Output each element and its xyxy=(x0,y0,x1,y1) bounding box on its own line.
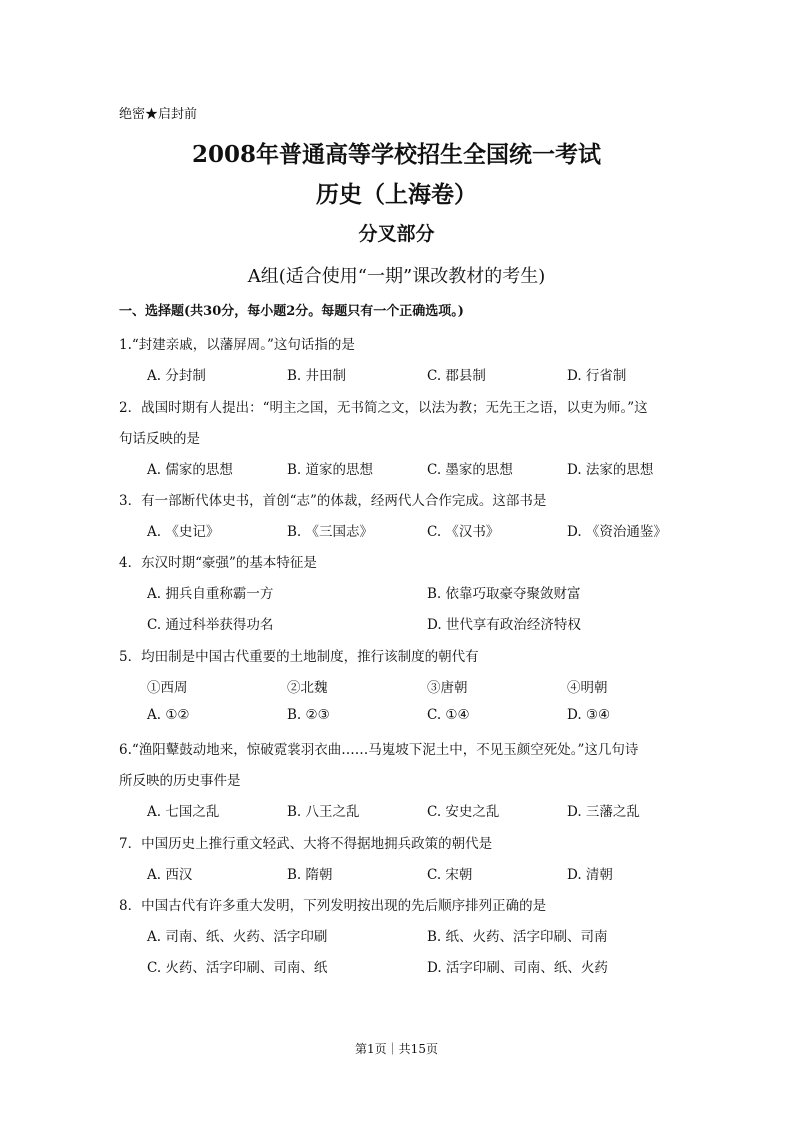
q3-option-c: C. 《汉书》 xyxy=(427,524,500,540)
q2-option-d: D. 法家的思想 xyxy=(567,462,654,478)
q4-option-a: A. 拥兵自重称霸一方 xyxy=(147,586,274,602)
q6-option-d: D. 三藩之乱 xyxy=(567,804,640,820)
q4-option-c: C. 通过科举获得功名 xyxy=(147,617,274,633)
q7-option-c: C. 宋朝 xyxy=(427,867,473,883)
secret-label: 绝密★启封前 xyxy=(119,107,198,122)
q1-option-a: A. 分封制 xyxy=(147,368,206,384)
section-heading: 一、选择题(共30分，每小题2分。每题只有一个正确选项。) xyxy=(119,304,464,319)
q5-option-d: D. ③④ xyxy=(567,707,611,723)
exam-title: 2008年普通高等学校招生全国统一考试 xyxy=(191,141,601,168)
q8-option-b: B. 纸、火药、活字印刷、司南 xyxy=(427,929,608,945)
exam-group: A组(适合使用“一期”课改教材的考生) xyxy=(247,266,546,287)
q3-option-a: A. 《史记》 xyxy=(147,524,220,540)
q5-item-3: ③唐朝 xyxy=(427,680,468,696)
q5-item-2: ②北魏 xyxy=(287,680,328,696)
question-5-stem: 5．均田制是中国古代重要的土地制度，推行该制度的朝代有 xyxy=(119,649,479,665)
q3-option-d: D. 《资治通鉴》 xyxy=(567,524,667,540)
q2-option-a: A. 儒家的思想 xyxy=(147,462,233,478)
question-2-stem-line1: 2．战国时期有人提出：“明主之国，无书简之文，以法为教；无先王之语，以吏为师。”这 xyxy=(119,400,648,416)
q4-option-b: B. 依靠巧取豪夺聚敛财富 xyxy=(427,586,581,602)
question-1-stem: 1.“封建亲戚，以藩屏周。”这句话指的是 xyxy=(119,337,355,353)
q8-option-a: A. 司南、纸、火药、活字印刷 xyxy=(147,929,328,945)
q1-option-b: B. 井田制 xyxy=(287,368,347,384)
question-2-stem-line2: 句话反映的是 xyxy=(119,431,200,447)
q1-option-d: D. 行省制 xyxy=(567,368,627,384)
q5-option-c: C. ①④ xyxy=(427,707,470,723)
q2-option-c: C. 墨家的思想 xyxy=(427,462,513,478)
q6-option-b: B. 八王之乱 xyxy=(287,804,360,820)
q4-option-d: D. 世代享有政治经济特权 xyxy=(427,617,581,633)
q3-option-b: B. 《三国志》 xyxy=(287,524,374,540)
q8-option-c: C. 火药、活字印刷、司南、纸 xyxy=(147,960,328,976)
q5-option-a: A. ①② xyxy=(147,707,190,723)
exam-subject: 历史（上海卷） xyxy=(316,181,477,208)
q7-option-d: D. 清朝 xyxy=(567,867,613,883)
q5-item-4: ④明朝 xyxy=(567,680,608,696)
question-7-stem: 7．中国历史上推行重文轻武、大将不得据地拥兵政策的朝代是 xyxy=(119,836,493,852)
question-4-stem: 4．东汉时期“豪强”的基本特征是 xyxy=(119,555,317,571)
question-6-stem-line1: 6.“渔阳鼙鼓动地来，惊破霓裳羽衣曲……马嵬坡下泥土中，不见玉颜空死处。”这几句诗 xyxy=(119,742,639,758)
q5-option-b: B. ②③ xyxy=(287,707,330,723)
question-6-stem-line2: 所反映的历史事件是 xyxy=(119,773,241,789)
q7-option-a: A. 西汉 xyxy=(147,867,193,883)
q7-option-b: B. 隋朝 xyxy=(287,867,333,883)
exam-part: 分叉部分 xyxy=(358,223,435,245)
question-3-stem: 3．有一部断代体史书，首创“志”的体裁，经两代人合作完成。这部书是 xyxy=(119,493,547,509)
q8-option-d: D. 活字印刷、司南、纸、火药 xyxy=(427,960,608,976)
page-footer: 第1页｜共15页 xyxy=(355,1042,438,1056)
q6-option-a: A. 七国之乱 xyxy=(147,804,220,820)
q1-option-c: C. 郡县制 xyxy=(427,368,486,384)
question-8-stem: 8．中国古代有许多重大发明，下列发明按出现的先后顺序排列正确的是 xyxy=(119,898,547,914)
q6-option-c: C. 安史之乱 xyxy=(427,804,500,820)
q2-option-b: B. 道家的思想 xyxy=(287,462,374,478)
q5-item-1: ①西周 xyxy=(147,680,188,696)
